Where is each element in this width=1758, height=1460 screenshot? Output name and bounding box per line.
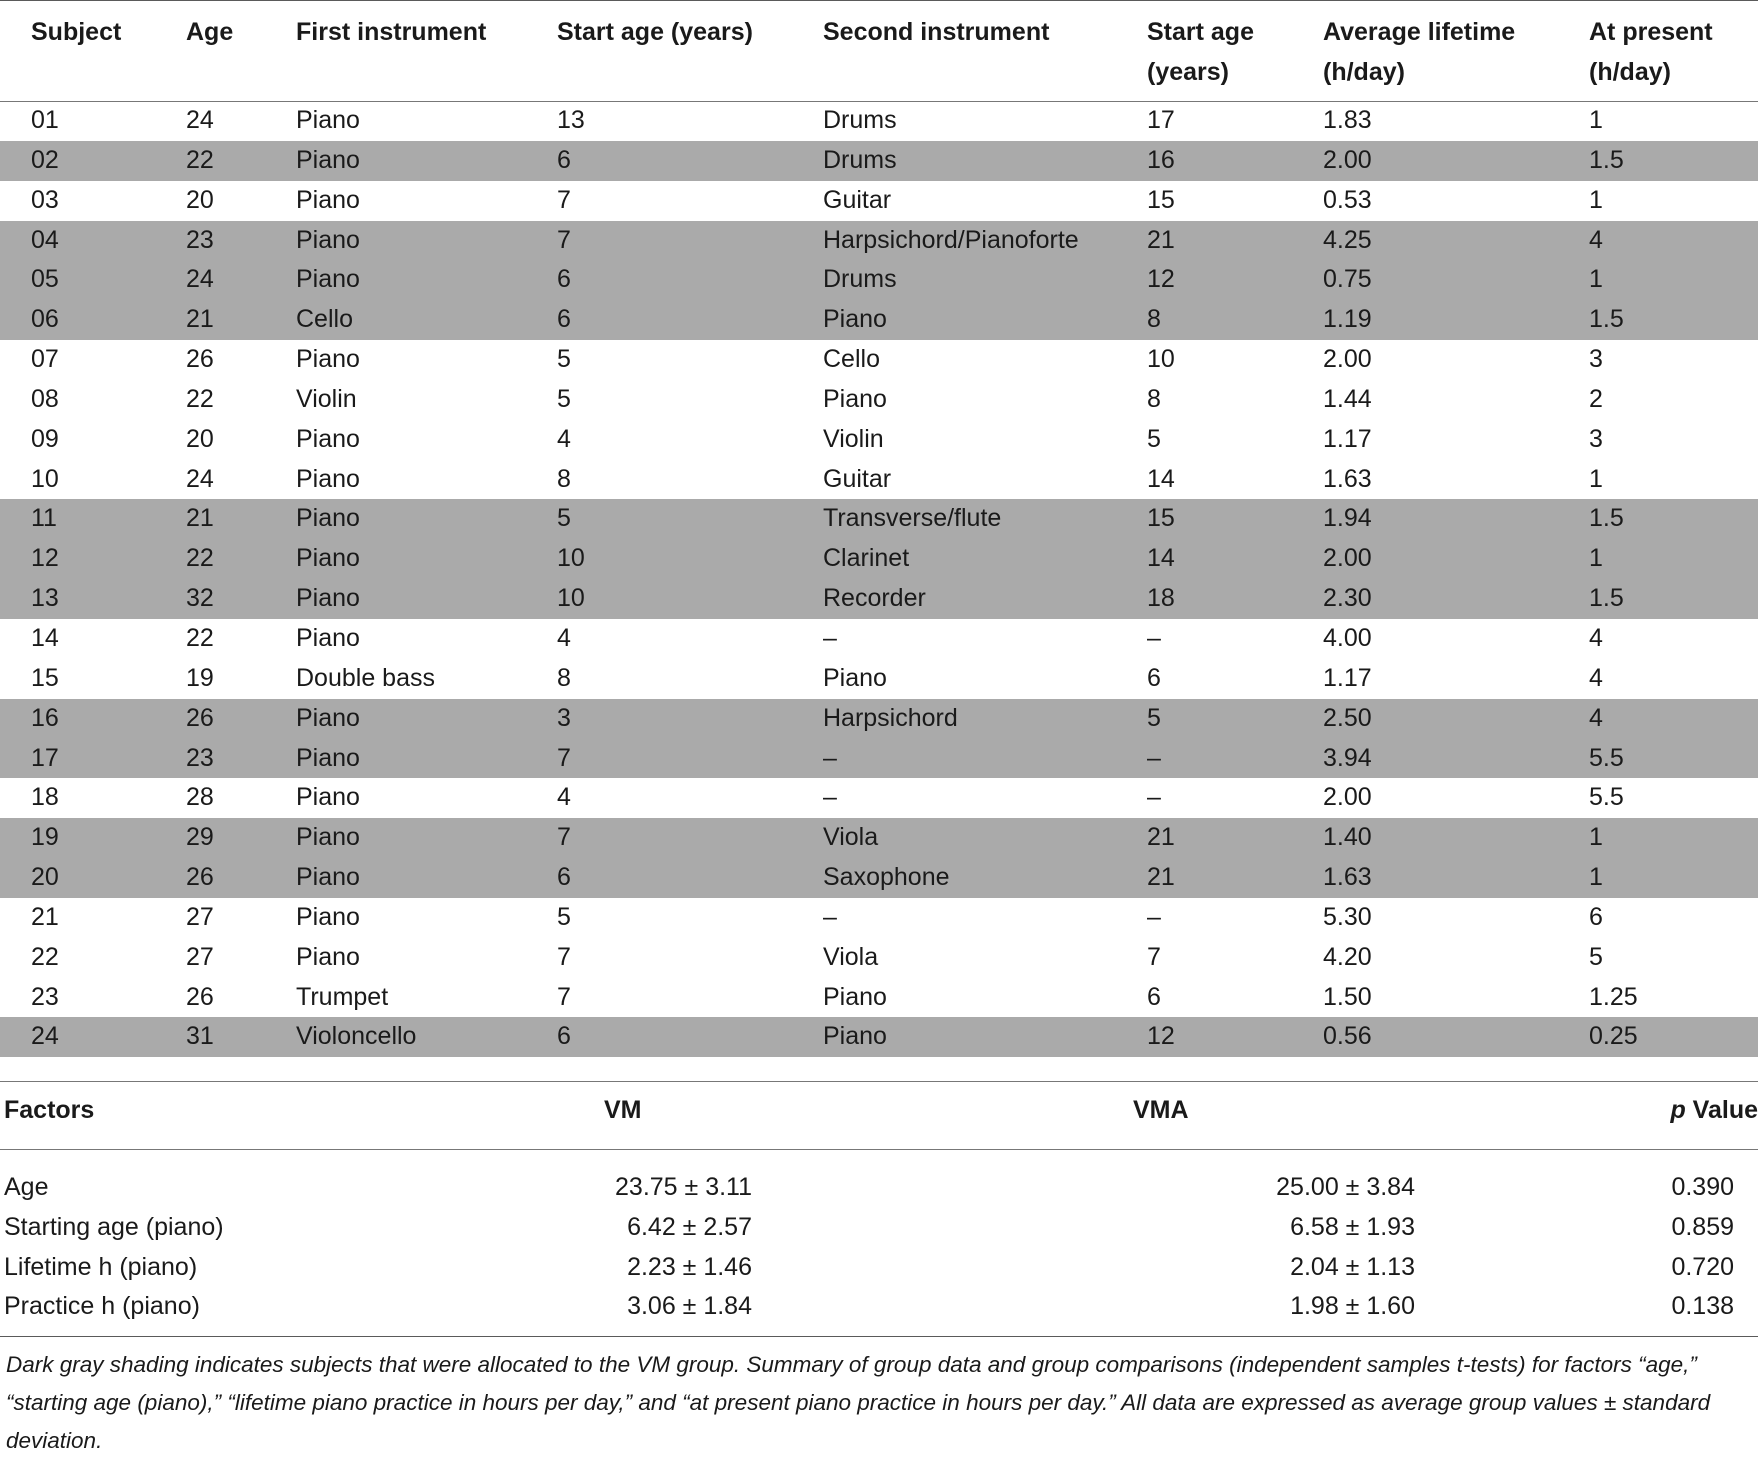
table-cell: 18 xyxy=(1147,579,1323,619)
table-cell: 1.5 xyxy=(1589,141,1758,181)
table-cell: Piano xyxy=(296,464,360,493)
table-cell: 4.20 xyxy=(1323,942,1372,971)
table-cell: 17 xyxy=(0,739,186,779)
summary-bottom-rule xyxy=(0,1336,1758,1337)
table-cell: 23 xyxy=(186,739,296,779)
table-cell: 10 xyxy=(31,464,59,493)
table-cell: 5.5 xyxy=(1589,739,1758,779)
summary-cell-vma: 2.04 ± 1.13 xyxy=(1290,1252,1415,1281)
table-cell: Piano xyxy=(296,185,360,214)
table-row xyxy=(0,579,1758,619)
table-cell: 26 xyxy=(186,699,296,739)
summary-cell-p: 0.390 xyxy=(1671,1173,1734,1201)
table-cell: 4 xyxy=(557,424,571,453)
table-cell: 07 xyxy=(31,345,59,374)
subjects-table-body xyxy=(0,101,1758,1057)
table-cell: 27 xyxy=(186,942,214,971)
table-cell: 2.00 xyxy=(1323,141,1589,181)
column-header-line: (h/day) xyxy=(1589,58,1671,86)
table-cell: 12 xyxy=(1147,1017,1323,1057)
summary-row xyxy=(0,1248,1758,1288)
table-cell: 21 xyxy=(31,902,59,931)
table-cell: 6 xyxy=(557,300,823,340)
table-cell: 6 xyxy=(557,260,823,300)
table-cell: 06 xyxy=(0,300,186,340)
table-cell: 5 xyxy=(1589,942,1603,971)
table-cell: 15 xyxy=(31,663,59,692)
table-cell: 04 xyxy=(0,221,186,261)
table-cell: Viola xyxy=(823,818,1147,858)
table-cell: Cello xyxy=(296,300,557,340)
table-cell: 8 xyxy=(557,464,571,493)
column-header-line: Subject xyxy=(31,18,122,46)
table-cell: 19 xyxy=(186,663,214,692)
table-cell: 15 xyxy=(1147,499,1323,539)
table-cell: 11 xyxy=(0,499,186,539)
summary-cell-label: Age xyxy=(4,1173,49,1201)
table-cell: 20 xyxy=(186,185,214,214)
table-cell: 24 xyxy=(0,1017,186,1057)
table-cell: 26 xyxy=(186,858,296,898)
summary-table-header xyxy=(0,1082,1758,1148)
table-cell: – xyxy=(823,623,837,652)
table-cell: 7 xyxy=(557,185,571,214)
table-cell: Harpsichord xyxy=(823,699,1147,739)
table-cell: 21 xyxy=(1147,858,1323,898)
table-row xyxy=(0,699,1758,739)
table-cell: Piano xyxy=(296,623,360,652)
table-footnote: Dark gray shading indicates subjects that were allocated to the VM group. Summary of group data and group comparisons (independent samples t-tests) for factors “age,” “starting age (piano),” “lifetime piano practice in hours per day,” and “at present piano practice in hours per day.” All data are expressed as average group values ± standard deviation. xyxy=(6,1352,1711,1453)
column-header-line: Start age (years) xyxy=(557,18,753,46)
table-cell: 4 xyxy=(1589,699,1758,739)
table-cell: 24 xyxy=(186,464,214,493)
column-header-line: First instrument xyxy=(296,18,487,46)
table-cell: 5 xyxy=(1147,424,1161,453)
table-cell: Piano xyxy=(296,579,557,619)
table-cell: Piano xyxy=(823,1017,1147,1057)
table-cell: 03 xyxy=(31,185,59,214)
table-cell: 26 xyxy=(186,345,214,374)
table-cell: Viola xyxy=(823,942,879,971)
table-row xyxy=(0,818,1758,858)
table-cell: 01 xyxy=(31,106,59,134)
column-header-line: Average lifetime xyxy=(1323,18,1516,46)
table-cell: 1.17 xyxy=(1323,424,1372,453)
table-cell: 1 xyxy=(1589,106,1603,134)
table-cell: 4.00 xyxy=(1323,623,1372,652)
table-cell: 15 xyxy=(1147,185,1175,214)
table-cell: 7 xyxy=(557,818,823,858)
table-row xyxy=(0,938,1758,978)
summary-cell-p: 0.859 xyxy=(1671,1212,1734,1241)
table-cell: 0.56 xyxy=(1323,1017,1589,1057)
table-cell: 18 xyxy=(31,783,59,812)
table-cell: 24 xyxy=(186,106,214,134)
table-cell: 2.00 xyxy=(1323,345,1372,374)
table-cell: 1.44 xyxy=(1323,384,1372,413)
table-cell: Violoncello xyxy=(296,1017,557,1057)
table-cell: 14 xyxy=(1147,539,1323,579)
table-cell: 6 xyxy=(1147,663,1161,692)
table-cell: 1.25 xyxy=(1589,982,1638,1011)
table-cell: 3 xyxy=(1589,424,1603,453)
table-cell: 31 xyxy=(186,1017,296,1057)
table-row xyxy=(0,260,1758,300)
table-cell: 4 xyxy=(557,623,571,652)
summary-cell-vma: 6.58 ± 1.93 xyxy=(1290,1212,1415,1241)
summary-cell-vm: 3.06 ± 1.84 xyxy=(627,1292,752,1321)
table-cell: 2 xyxy=(1589,384,1603,413)
summary-cell-p: 0.720 xyxy=(1671,1252,1734,1281)
table-cell: 17 xyxy=(1147,106,1175,134)
table-cell: 1 xyxy=(1589,185,1603,214)
table-cell: 1.19 xyxy=(1323,300,1589,340)
table-row xyxy=(0,778,1758,818)
table-cell: 4 xyxy=(1589,623,1603,652)
summary-cell-vm: 2.23 ± 1.46 xyxy=(627,1252,752,1281)
p-value-label: Value xyxy=(1685,1096,1758,1124)
p-italic: p xyxy=(1670,1096,1686,1124)
table-cell: 28 xyxy=(186,783,214,812)
table-cell: Piano xyxy=(296,345,360,374)
summary-header-factors: Factors xyxy=(4,1096,95,1124)
table-cell: Clarinet xyxy=(823,539,1147,579)
table-cell: Drums xyxy=(823,260,1147,300)
column-header xyxy=(1323,0,1589,101)
summary-table-body xyxy=(0,1148,1758,1327)
table-cell: 21 xyxy=(186,300,296,340)
table-cell: 10 xyxy=(1147,345,1175,374)
table-cell: 22 xyxy=(186,141,296,181)
column-header xyxy=(1589,0,1758,101)
table-cell: 7 xyxy=(557,221,823,261)
table-cell: 1.50 xyxy=(1323,982,1372,1011)
table-cell: Guitar xyxy=(823,464,892,493)
table-cell: 1.63 xyxy=(1323,464,1372,493)
table-cell: 5 xyxy=(1147,699,1323,739)
table-cell: Piano xyxy=(296,141,557,181)
table-cell: Recorder xyxy=(823,579,1147,619)
column-header-line: At present xyxy=(1589,18,1713,46)
summary-cell-label: Lifetime h (piano) xyxy=(4,1252,198,1281)
table-cell: 1.5 xyxy=(1589,579,1758,619)
table-cell: 22 xyxy=(31,942,59,971)
table-cell: 6 xyxy=(557,141,823,181)
column-header-line: Second instrument xyxy=(823,18,1050,46)
table-row xyxy=(0,101,1758,141)
table-cell: Piano xyxy=(823,300,1147,340)
table-cell: 8 xyxy=(1147,300,1323,340)
table-cell: 22 xyxy=(186,623,214,652)
table-row xyxy=(0,1017,1758,1057)
table-cell: 21 xyxy=(1147,818,1323,858)
summary-row xyxy=(0,1287,1758,1327)
table-cell: 1 xyxy=(1589,464,1603,493)
table-cell: Piano xyxy=(823,384,887,413)
table-cell: 3 xyxy=(557,699,823,739)
table-row xyxy=(0,141,1758,181)
table-cell: 2.50 xyxy=(1323,699,1589,739)
table-cell: Piano xyxy=(296,783,360,812)
table-cell: 10 xyxy=(557,579,823,619)
table-cell: 1.17 xyxy=(1323,663,1372,692)
header-rule xyxy=(0,101,1758,102)
column-header xyxy=(557,0,823,101)
table-cell: 14 xyxy=(31,623,59,652)
table-cell: 13 xyxy=(557,106,585,134)
table-cell: 1.40 xyxy=(1323,818,1589,858)
table-cell: 12 xyxy=(1147,260,1323,300)
table-cell: Cello xyxy=(823,345,880,374)
table-cell: Piano xyxy=(296,221,557,261)
table-row xyxy=(0,978,1758,1018)
table-cell: 22 xyxy=(186,384,214,413)
table-cell: 16 xyxy=(0,699,186,739)
table-cell: – xyxy=(823,902,837,931)
table-cell: 5 xyxy=(557,499,823,539)
table-cell: 29 xyxy=(186,818,296,858)
table-row xyxy=(0,539,1758,579)
table-cell: 5 xyxy=(557,902,571,931)
table-cell: 7 xyxy=(557,942,571,971)
summary-cell-vm: 6.42 ± 2.57 xyxy=(627,1212,752,1241)
table-cell: 32 xyxy=(186,579,296,619)
table-cell: 6 xyxy=(1589,902,1603,931)
table-cell: Violin xyxy=(823,424,884,453)
table-cell: 26 xyxy=(186,982,214,1011)
table-cell: Drums xyxy=(823,106,897,134)
table-row xyxy=(0,380,1758,420)
table-row xyxy=(0,300,1758,340)
summary-cell-label: Practice h (piano) xyxy=(4,1292,200,1321)
table-row xyxy=(0,420,1758,460)
table-row xyxy=(0,659,1758,699)
table-cell: 7 xyxy=(1147,942,1161,971)
table-cell: 1.83 xyxy=(1323,106,1372,134)
table-cell: 5 xyxy=(557,384,571,413)
table-cell: 1 xyxy=(1589,539,1758,579)
table-row xyxy=(0,898,1758,938)
table-cell: Piano xyxy=(296,858,557,898)
table-cell: 1.63 xyxy=(1323,858,1589,898)
summary-header-rule xyxy=(0,1149,1758,1150)
table-cell: Double bass xyxy=(296,663,435,692)
table-row xyxy=(0,181,1758,221)
table-cell: 1.5 xyxy=(1589,499,1758,539)
table-cell: 16 xyxy=(1147,141,1323,181)
table-cell: 4.25 xyxy=(1323,221,1589,261)
table-cell: Piano xyxy=(296,106,360,134)
summary-row xyxy=(0,1208,1758,1248)
table-cell: – xyxy=(1147,783,1161,812)
table-row xyxy=(0,340,1758,380)
table-cell: – xyxy=(1147,902,1161,931)
summary-cell-vma: 1.98 ± 1.60 xyxy=(1290,1292,1415,1321)
table-cell: 0.53 xyxy=(1323,185,1372,214)
table-cell: 27 xyxy=(186,902,214,931)
table-cell: Harpsichord/Pianoforte xyxy=(823,221,1147,261)
table-cell: 24 xyxy=(186,260,296,300)
table-cell: Piano xyxy=(296,539,557,579)
table-cell: Piano xyxy=(296,902,360,931)
table-cell: 0.75 xyxy=(1323,260,1589,300)
table-cell: 0.25 xyxy=(1589,1017,1758,1057)
table-cell: 8 xyxy=(1147,384,1161,413)
table-cell: 1 xyxy=(1589,858,1758,898)
summary-cell-p: 0.138 xyxy=(1671,1292,1734,1321)
table-cell: Piano xyxy=(296,424,360,453)
table-cell: 02 xyxy=(0,141,186,181)
table-cell: 5 xyxy=(557,345,571,374)
column-header-line: Start age xyxy=(1147,18,1254,46)
table-cell: 14 xyxy=(1147,464,1175,493)
table-cell: 1.94 xyxy=(1323,499,1589,539)
table-cell: 05 xyxy=(0,260,186,300)
column-header xyxy=(296,0,557,101)
table-cell: Transverse/flute xyxy=(823,499,1147,539)
table-cell: 2.30 xyxy=(1323,579,1589,619)
table-cell: 4 xyxy=(1589,663,1603,692)
table-cell: 3 xyxy=(1589,345,1603,374)
table-cell: 21 xyxy=(1147,221,1323,261)
column-header xyxy=(823,0,1147,101)
table-cell: 4 xyxy=(557,783,571,812)
table-cell: Piano xyxy=(296,739,557,779)
table-row xyxy=(0,739,1758,779)
summary-cell-label: Starting age (piano) xyxy=(4,1212,224,1241)
table-row xyxy=(0,619,1758,659)
table-row xyxy=(0,858,1758,898)
table-cell: 2.00 xyxy=(1323,783,1372,812)
table-cell: 12 xyxy=(0,539,186,579)
summary-table xyxy=(0,1082,1758,1327)
table-cell: Piano xyxy=(296,942,360,971)
table-cell: 23 xyxy=(186,221,296,261)
table-cell: 7 xyxy=(557,982,571,1011)
table-row xyxy=(0,499,1758,539)
table-cell: 2.00 xyxy=(1323,539,1589,579)
table-cell: 1 xyxy=(1589,818,1758,858)
column-header xyxy=(186,0,296,101)
summary-header-p-value xyxy=(1518,1082,1758,1148)
table-cell: 22 xyxy=(186,539,296,579)
table-cell: Saxophone xyxy=(823,858,1147,898)
column-header-line: Age xyxy=(186,18,234,46)
table-cell: Trumpet xyxy=(296,982,389,1011)
table-cell: 4 xyxy=(1589,221,1758,261)
summary-header-vma: VMA xyxy=(1133,1096,1189,1124)
table-cell: 09 xyxy=(31,424,59,453)
table-cell: – xyxy=(1147,623,1161,652)
table-cell: – xyxy=(823,783,837,812)
table-cell: 8 xyxy=(557,663,571,692)
table-cell: 6 xyxy=(557,1017,823,1057)
subjects-table-header xyxy=(0,0,1758,101)
column-header-line: (years) xyxy=(1147,58,1229,86)
table-cell: Guitar xyxy=(823,185,892,214)
table-cell: 1.5 xyxy=(1589,300,1758,340)
table-cell: 21 xyxy=(186,499,296,539)
table-cell: Piano xyxy=(296,260,557,300)
table-cell: – xyxy=(1147,739,1323,779)
table-cell: 10 xyxy=(557,539,823,579)
table-cell: Piano xyxy=(296,499,557,539)
table-cell: Piano xyxy=(823,663,887,692)
table-cell: Piano xyxy=(296,818,557,858)
table-cell: Drums xyxy=(823,141,1147,181)
summary-header-vm: VM xyxy=(604,1096,642,1124)
summary-cell-vma: 25.00 ± 3.84 xyxy=(1276,1173,1415,1201)
table-cell: 23 xyxy=(31,982,59,1011)
table-cell: 20 xyxy=(0,858,186,898)
table-cell: 3.94 xyxy=(1323,739,1589,779)
table-cell: 20 xyxy=(186,424,214,453)
table-cell: 08 xyxy=(31,384,59,413)
table-cell: 19 xyxy=(0,818,186,858)
table-cell: – xyxy=(823,739,1147,779)
summary-row xyxy=(0,1168,1758,1208)
table-cell: 6 xyxy=(1147,982,1161,1011)
table-cell: Violin xyxy=(296,384,357,413)
column-header xyxy=(1147,0,1323,101)
table-cell: 5.30 xyxy=(1323,902,1372,931)
table-row xyxy=(0,221,1758,261)
table-cell: 5.5 xyxy=(1589,783,1624,812)
column-header-line: (h/day) xyxy=(1323,58,1405,86)
summary-cell-vm: 23.75 ± 3.11 xyxy=(615,1173,752,1201)
table-cell: 7 xyxy=(557,739,823,779)
summary-spacer xyxy=(0,1148,1758,1168)
table-cell: 1 xyxy=(1589,260,1758,300)
table-cell: 6 xyxy=(557,858,823,898)
table-cell: Piano xyxy=(296,699,557,739)
table-cell: Piano xyxy=(823,982,887,1011)
table-cell: 13 xyxy=(0,579,186,619)
column-header xyxy=(0,0,186,101)
table-row xyxy=(0,460,1758,500)
